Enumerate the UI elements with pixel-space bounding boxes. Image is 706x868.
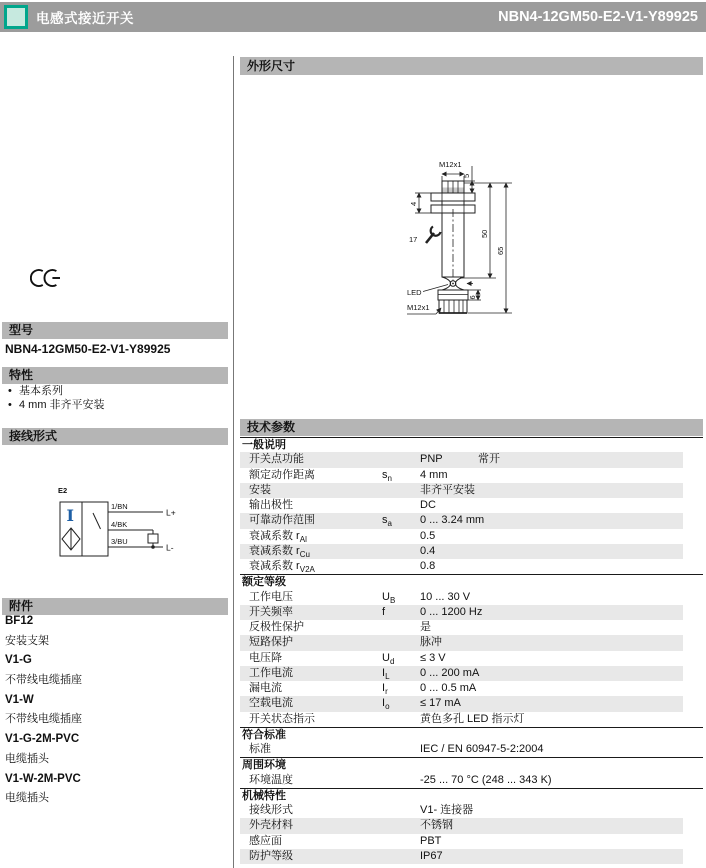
tech-row (240, 620, 683, 635)
tech-row-value: DC (420, 499, 436, 511)
tech-row-value: 0 ... 3.24 mm (420, 514, 485, 527)
section-header-tech-data: 技术参数 (240, 419, 703, 436)
tech-row-label: 额定动作距离 (249, 468, 315, 481)
ce-mark (30, 267, 62, 289)
tech-row-label: 感应面 (249, 834, 282, 847)
section-header-accessories: 附件 (2, 598, 228, 615)
accessory-description: 不带线电缆插座 (5, 713, 82, 726)
tech-row-label: 短路保护 (249, 636, 293, 649)
page-header-bar (0, 2, 706, 32)
tech-row (240, 559, 683, 574)
bullet-icon: • (8, 385, 12, 397)
tech-row-value: 0.5 (420, 529, 436, 542)
dim-5-label: 5 (462, 173, 471, 178)
tech-row (240, 452, 683, 467)
tech-row-label: 衰减系数 $r_{Al}$ (249, 529, 307, 544)
section-header-features: 特性 (2, 367, 228, 384)
accessory-name: V1-G (5, 654, 32, 667)
tech-row-symbol: $I_o$ (382, 697, 390, 712)
wrench-size-label: 17 (409, 235, 418, 244)
switch-contact-symbol (93, 513, 101, 529)
tech-row-label: 开关状态指示 (249, 712, 315, 725)
tech-group-header: 一般说明 (240, 437, 703, 452)
wire1-label: 1/BN (111, 502, 128, 511)
tech-row-value: V1- 连接器 (420, 804, 474, 816)
tech-row (240, 651, 683, 666)
tech-row-symbol: $s_n$ (382, 468, 392, 483)
dim-50-label: 50 (480, 229, 489, 238)
dimension-drawing (402, 148, 572, 323)
accessory-description: 电缆插头 (5, 792, 49, 805)
tech-row-value: 4 mm (420, 468, 448, 481)
thread-top-label: M12x1 (439, 160, 462, 169)
tech-group-header: 周围环境 (240, 757, 703, 772)
l-plus-label: L+ (166, 507, 176, 518)
tech-row-value: IEC / EN 60947-5-2:2004 (420, 743, 544, 755)
tech-row-value: 黄色多孔 LED 指示灯 (420, 712, 525, 725)
accessory-name: BF12 (5, 615, 34, 627)
tech-group-header: 符合标准 (240, 727, 703, 742)
tech-row-label: 可靠动作范围 (249, 514, 315, 527)
model-number-text: NBN4-12GM50-E2-V1-Y89925 (5, 342, 171, 356)
tech-row-label: 外壳材料 (249, 819, 293, 832)
accessory-description: 电缆插头 (5, 752, 49, 765)
tech-row (240, 498, 683, 513)
tech-row-label: 接线形式 (249, 804, 293, 816)
tech-row-value: ≤ 17 mA (420, 697, 461, 710)
tech-row (240, 605, 683, 620)
section-header-model: 型号 (2, 322, 228, 339)
wire3-label: 3/BU (111, 537, 128, 546)
tech-row-value: IP67 (420, 849, 443, 862)
tech-row-label: 输出极性 (249, 499, 293, 511)
tech-row (240, 742, 683, 757)
led-label: LED (407, 288, 422, 297)
wire2-label: 4/BK (111, 520, 128, 529)
tech-row (240, 590, 683, 605)
tech-row-value: 0 ... 200 mA (420, 666, 480, 679)
tech-row-value: 0.8 (420, 560, 436, 572)
tech-row-symbol: $I_L$ (382, 666, 390, 681)
bullet-icon: • (8, 398, 12, 411)
tech-row (240, 468, 683, 483)
l-minus-label: L- (166, 542, 174, 553)
tech-row-value-2: 常开 (478, 453, 500, 466)
feature-item: • 4 mm 非齐平安装 (8, 398, 105, 411)
tech-row-value: 不锈钢 (420, 819, 453, 832)
accessory-name: V1-G-2M-PVC (5, 733, 80, 746)
tech-row-value: 0 ... 1200 Hz (420, 605, 483, 618)
tech-row-value: 10 ... 30 V (420, 590, 471, 603)
tech-row (240, 849, 683, 864)
inductive-symbol-i: I (66, 506, 74, 525)
tech-row-label: 防护等级 (249, 849, 293, 862)
tech-row-value: -25 ... 70 °C (248 ... 343 K) (420, 773, 552, 786)
tech-row-value: ≤ 3 V (420, 651, 446, 664)
tech-row-value: 0 ... 0.5 mA (420, 682, 477, 694)
tech-row-value: PBT (420, 834, 442, 847)
tech-row-value: 是 (420, 621, 431, 633)
tech-row-value: 非齐平安装 (420, 483, 475, 496)
load-symbol (148, 534, 158, 543)
tech-row-symbol: $U_d$ (382, 651, 395, 666)
junction-dot (151, 545, 155, 549)
tech-group-header: 额定等级 (240, 574, 703, 589)
tech-row (240, 529, 683, 544)
accessories-list (5, 612, 82, 809)
tech-row-label: 工作电压 (249, 590, 293, 603)
tech-row (240, 666, 683, 681)
tech-row-value: 脉冲 (420, 636, 442, 649)
tech-row-label: 安装 (249, 483, 271, 496)
tech-row-label: 衰减系数 $r_{V2A}$ (249, 560, 315, 575)
tech-row (240, 483, 683, 498)
tech-row (240, 635, 683, 650)
dim-4-label: 4 (409, 201, 418, 206)
page-title: 电感式接近开关 (36, 11, 134, 26)
tech-row-symbol: $U_B$ (382, 590, 396, 605)
tech-row-label: 电压降 (249, 651, 282, 664)
section-header-dimensions: 外形尺寸 (240, 57, 703, 75)
section-header-connection: 接线形式 (2, 428, 228, 445)
header-model-number: NBN4-12GM50-E2-V1-Y89925 (498, 9, 698, 25)
tech-row-label: 漏电流 (249, 682, 282, 694)
tech-row-symbol: f (382, 605, 386, 618)
tech-row-label: 开关点功能 (249, 453, 304, 466)
column-divider (233, 56, 234, 868)
tech-row (240, 818, 683, 833)
dim-65-label: 65 (496, 246, 505, 255)
tech-row-label: 衰减系数 $r_{Cu}$ (249, 544, 310, 559)
features-list (8, 385, 105, 412)
tech-group-header: 机械特性 (240, 788, 703, 803)
tech-row-label: 标准 (249, 743, 271, 755)
tech-row-label: 工作电流 (249, 666, 293, 679)
tech-row-label: 开关频率 (249, 605, 293, 618)
accessory-name: V1-W (5, 693, 34, 706)
accessory-description: 不带线电缆插座 (5, 674, 82, 687)
brand-logo-icon (4, 5, 28, 29)
accessory-description: 安装支架 (5, 634, 49, 647)
feature-item: • 基本系列 (8, 385, 63, 397)
tech-row-symbol: $s_a$ (382, 514, 392, 529)
tech-row-value: PNP (420, 453, 443, 466)
tech-row (240, 513, 683, 528)
accessory-name: V1-W-2M-PVC (5, 772, 81, 785)
tech-row-label: 空载电流 (249, 697, 293, 710)
tech-row (240, 803, 683, 818)
dim-6-label: 6 (468, 295, 477, 300)
wiring-variant-label: E2 (58, 486, 68, 495)
tech-row (240, 681, 683, 696)
tech-row-label: 反极性保护 (249, 621, 304, 633)
tech-row (240, 712, 683, 727)
tech-row (240, 834, 683, 849)
tech-row-symbol: $I_r$ (382, 682, 388, 697)
wiring-diagram (52, 478, 182, 563)
tech-row-value: 0.4 (420, 544, 436, 557)
tech-row-label: 环境温度 (249, 773, 293, 786)
tech-data-table (240, 437, 703, 864)
thread-bottom-label: M12x1 (407, 303, 430, 312)
tech-row (240, 696, 683, 711)
tech-row (240, 773, 683, 788)
tech-row (240, 544, 683, 559)
